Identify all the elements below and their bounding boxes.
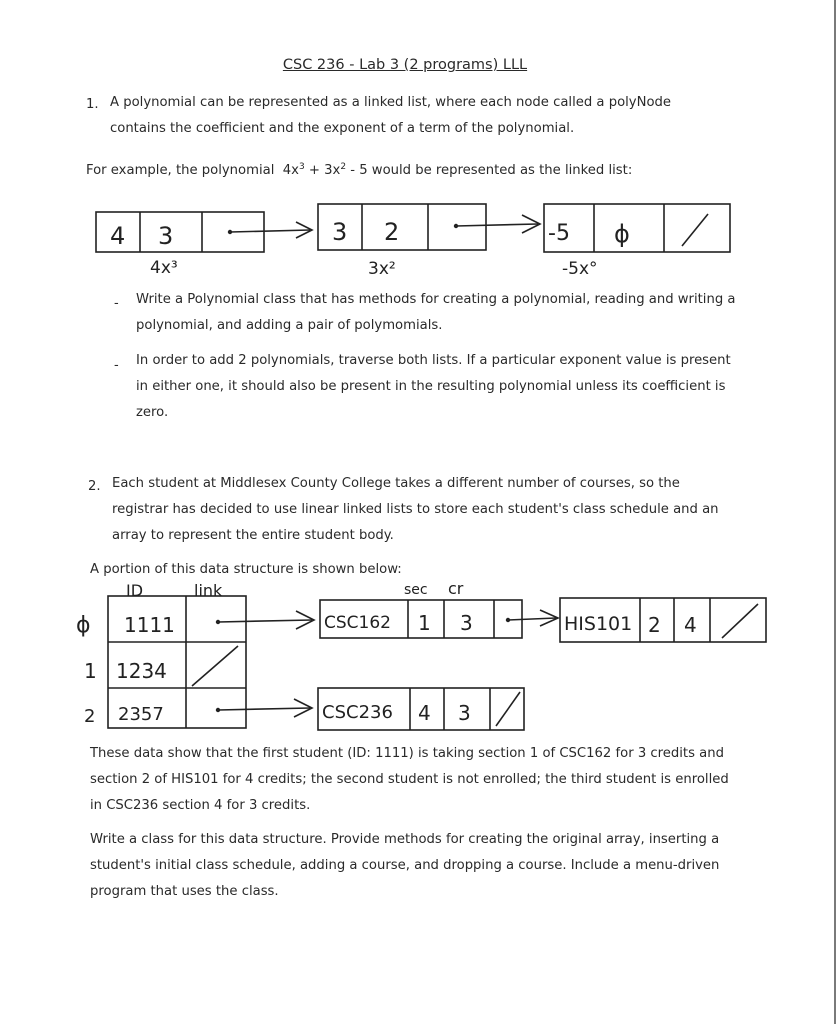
q1-intro: A polynomial can be represented as a linked list, where each node called a polyNode contains the coefficient and the exponent of a term of the polynomial. bbox=[110, 95, 672, 136]
course-sec-csc162: 1 bbox=[418, 611, 431, 635]
col-cr-label: cr bbox=[448, 579, 464, 598]
student-id-1234: 1234 bbox=[116, 659, 167, 683]
col-id-label: ID bbox=[126, 581, 144, 600]
q2-task: Write a class for this data structure. Provide methods for creating the original array, inserting a student's initial class schedule, adding a course, and dropping a course. Include a menu-driven program that uses the class. bbox=[90, 832, 720, 899]
row-index-2: 2 bbox=[84, 706, 96, 727]
course-cr-csc162: 3 bbox=[460, 611, 473, 635]
page-title: CSC 236 - Lab 3 (2 programs) LLL bbox=[282, 57, 528, 73]
q1-example-exp2: 2 bbox=[340, 162, 347, 172]
node3-coef: -5 bbox=[548, 221, 570, 246]
q1-example-rest: - 5 would be represented as the linked list: bbox=[346, 163, 633, 178]
q1-bullet-1: Write a Polynomial class that has methods for creating a polynomial, reading and writing a polynomial, and adding a pair of polymomials. bbox=[136, 292, 736, 333]
bullet-dash-2: - bbox=[114, 358, 119, 373]
row-index-1: 1 bbox=[84, 659, 97, 683]
course-sec-his101: 2 bbox=[648, 613, 661, 637]
course-cr-his101: 4 bbox=[684, 613, 697, 637]
node2-exp: 2 bbox=[384, 218, 400, 246]
q2-explanation: These data show that the first student (ID: 1111) is taking section 1 of CSC162 for 3 credits and section 2 of HIS101 for 4 credits; the second student is not enrolled; the third student is enrolled in CSC236 section 4 for 3 credits. bbox=[90, 746, 729, 813]
q2-number: 2. bbox=[88, 479, 101, 494]
q2-intro: Each student at Middlesex County College takes a different number of courses, so the registrar has decided to use linear linked lists to store each student's class schedule and an array to represent the entire student body. bbox=[112, 476, 719, 543]
course-code-csc162: CSC162 bbox=[324, 613, 391, 633]
node1-coef: 4 bbox=[110, 222, 126, 250]
node3-exp: ϕ bbox=[614, 220, 630, 248]
node2-label: 3x² bbox=[368, 259, 396, 279]
node1-label: 4x³ bbox=[150, 258, 178, 278]
q1-example-prefix: For example, the polynomial bbox=[86, 163, 275, 178]
course-code-his101: HIS101 bbox=[564, 613, 633, 635]
node1-exp: 3 bbox=[158, 222, 174, 250]
course-cr-csc236: 3 bbox=[458, 701, 471, 725]
q1-number: 1. bbox=[86, 97, 99, 112]
col-sec-label: sec bbox=[404, 582, 428, 598]
q2-portion: A portion of this data structure is shown below: bbox=[90, 562, 402, 577]
student-id-2357: 2357 bbox=[118, 704, 164, 725]
col-link-label: link bbox=[194, 581, 223, 600]
q1-example-exp1: 3 bbox=[298, 162, 305, 172]
q1-example-term1: 4x bbox=[282, 163, 299, 178]
course-sec-csc236: 4 bbox=[418, 701, 431, 725]
node2-coef: 3 bbox=[332, 218, 348, 246]
student-id-1111: 1111 bbox=[124, 613, 175, 637]
bullet-dash-1: - bbox=[114, 296, 119, 311]
row-index-0: ϕ bbox=[76, 613, 91, 638]
node3-label: -5x° bbox=[562, 259, 598, 279]
q1-bullet-2: In order to add 2 polynomials, traverse both lists. If a particular exponent value is present in either one, it should also be present in the resulting polynomial unless its coefficient is zero. bbox=[136, 353, 731, 420]
course-code-csc236: CSC236 bbox=[322, 702, 393, 723]
q1-example-term2: + 3x bbox=[304, 163, 341, 178]
